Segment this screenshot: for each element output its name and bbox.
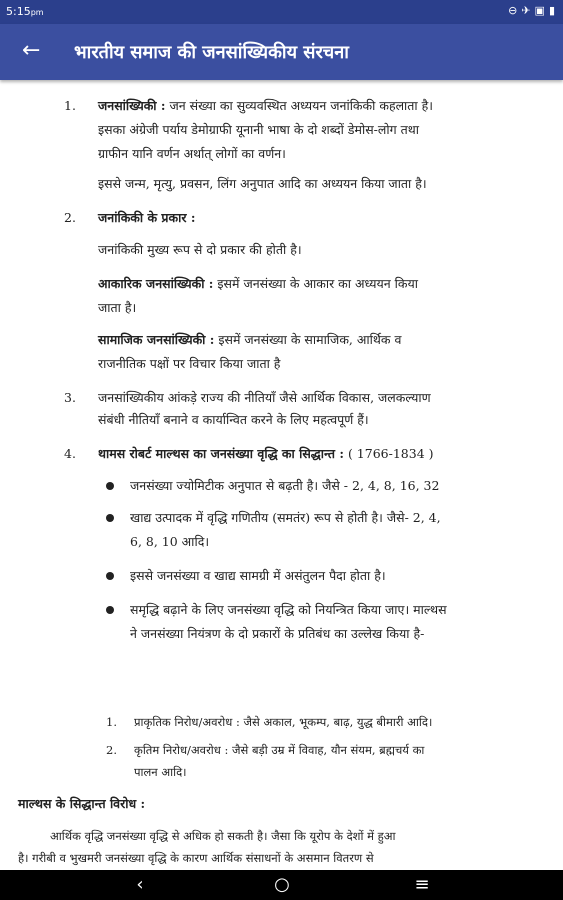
page-title: भारतीय समाज की जनसांख्यिकीय संरचना [74, 42, 349, 63]
item-line: इसका अंग्रेजी पर्याय डेमोग्राफी यूनानी भाषा के दो शब्दों डेमोस-लोग तथा [98, 122, 419, 137]
item-line: जाता है। [98, 300, 137, 315]
item-1-text [98, 94, 548, 118]
item-line: जन संख्या का सुव्यवस्थित अध्ययन जनांकिकी कहलाता है। [169, 98, 434, 113]
bullet-dot [106, 514, 114, 522]
item-number: 3. [64, 390, 76, 405]
bullet-line: ने जनसंख्या नियंत्रण के दो प्रकारों के प्रतिबंध का उल्लेख किया है- [130, 626, 425, 641]
check-number: 2. [106, 743, 117, 757]
check-line: प्राकृतिक निरोध/अवरोध : जैसे अकाल, भूकम्प, बाढ़, युद्ध बीमारी आदि। [134, 715, 433, 729]
criticism-line: है। गरीबी व भुखमरी जनसंख्या वृद्धि के कारण आर्थिक संसाधनों के असमान वितरण से [18, 851, 374, 865]
item-line: आकारिक जनसांख्यिकी : इसमें जनसंख्या के आकार का अध्ययन किया [98, 276, 418, 291]
status-bar [0, 0, 563, 24]
status-icons [508, 4, 555, 18]
criticism-line: आर्थिक वृद्धि जनसंख्या वृद्धि से अधिक हो सकती है। जैसा कि यूरोप के देशों में हुआ [50, 829, 396, 843]
back-button[interactable] [22, 38, 48, 64]
item-line: संबंधी नीतियाँ बनाने व कार्यान्वित करने के लिए महत्वपूर्ण हैं। [98, 412, 369, 427]
item-line: ग्राफीन यानि वर्णन अर्थात् लोगों का वर्णन। [98, 146, 286, 161]
arrow-left-icon: ← [22, 38, 41, 63]
criticism-heading: माल्थस के सिद्धान्त विरोध : [18, 796, 146, 811]
bullet-line: इससे जनसंख्या व खाद्य सामग्री में असंतुलन पैदा होता है। [130, 568, 386, 583]
item-number: 4. [64, 446, 76, 461]
bullet-line: जनसंख्या ज्योमिटीक अनुपात से बढ़ती है। जैसे - 2, 4, 8, 16, 32 [130, 478, 440, 493]
item-heading: जनांकिकी के प्रकार : [98, 210, 196, 225]
nav-menu-icon: ≡ [414, 874, 430, 895]
airplane-icon: ✈ [521, 4, 531, 17]
nav-menu-button[interactable] [402, 872, 442, 898]
item-number: 1. [64, 98, 76, 113]
status-time: 5:15pm [6, 5, 44, 18]
navigation-bar [0, 870, 563, 900]
bullet-dot [106, 606, 114, 614]
bullet-dot [106, 482, 114, 490]
app-bar [0, 24, 563, 80]
battery-icon: ▮ [548, 4, 555, 17]
nav-home-button[interactable] [262, 872, 302, 898]
check-number: 1. [106, 715, 117, 729]
bullet-line: समृद्धि बढ़ाने के लिए जनसंख्या वृद्धि को नियन्त्रित किया जाए। माल्थस [130, 602, 447, 617]
nav-back-button[interactable] [120, 872, 160, 898]
no-sim-icon: ▣ [534, 4, 545, 17]
item-line: सामाजिक जनसांख्यिकी : इसमें जनसंख्या के सामाजिक, आर्थिक व [98, 332, 402, 347]
item-heading: जनसांख्यिकी : [98, 98, 166, 113]
bullet-line: 6, 8, 10 आदि। [130, 534, 210, 549]
item-number: 2. [64, 210, 76, 225]
item-line: थामस रोबर्ट माल्थस का जनसंख्या वृद्धि का सिद्धान्त : ( 1766-1834 ) [98, 446, 434, 461]
dnd-icon: ⊖ [508, 4, 518, 17]
check-line: पालन आदि। [134, 765, 187, 779]
item-line: राजनीतिक पक्षों पर विचार किया जाता है [98, 356, 281, 371]
nav-home-icon: ○ [274, 874, 290, 895]
check-line: कृतिम निरोध/अवरोध : जैसे बड़ी उम्र में विवाह, यौन संयम, ब्रह्मचर्य का [134, 743, 425, 757]
document-page [0, 80, 563, 870]
item-line: जनसांख्यिकीय आंकड़े राज्य की नीतियाँ जैसे आर्थिक विकास, जलकल्याण [98, 390, 431, 405]
item-line: जनांकिकी मुख्य रूप से दो प्रकार की होती है। [98, 242, 302, 257]
nav-back-icon: ‹ [136, 874, 144, 895]
bullet-line: खाद्य उत्पादक में वृद्धि गणितीय (समतंर) रूप से होती है। जैसे- 2, 4, [130, 510, 441, 525]
bullet-dot [106, 572, 114, 580]
item-line: इससे जन्म, मृत्यु, प्रवसन, लिंग अनुपात आदि का अध्ययन किया जाता है। [98, 176, 427, 191]
